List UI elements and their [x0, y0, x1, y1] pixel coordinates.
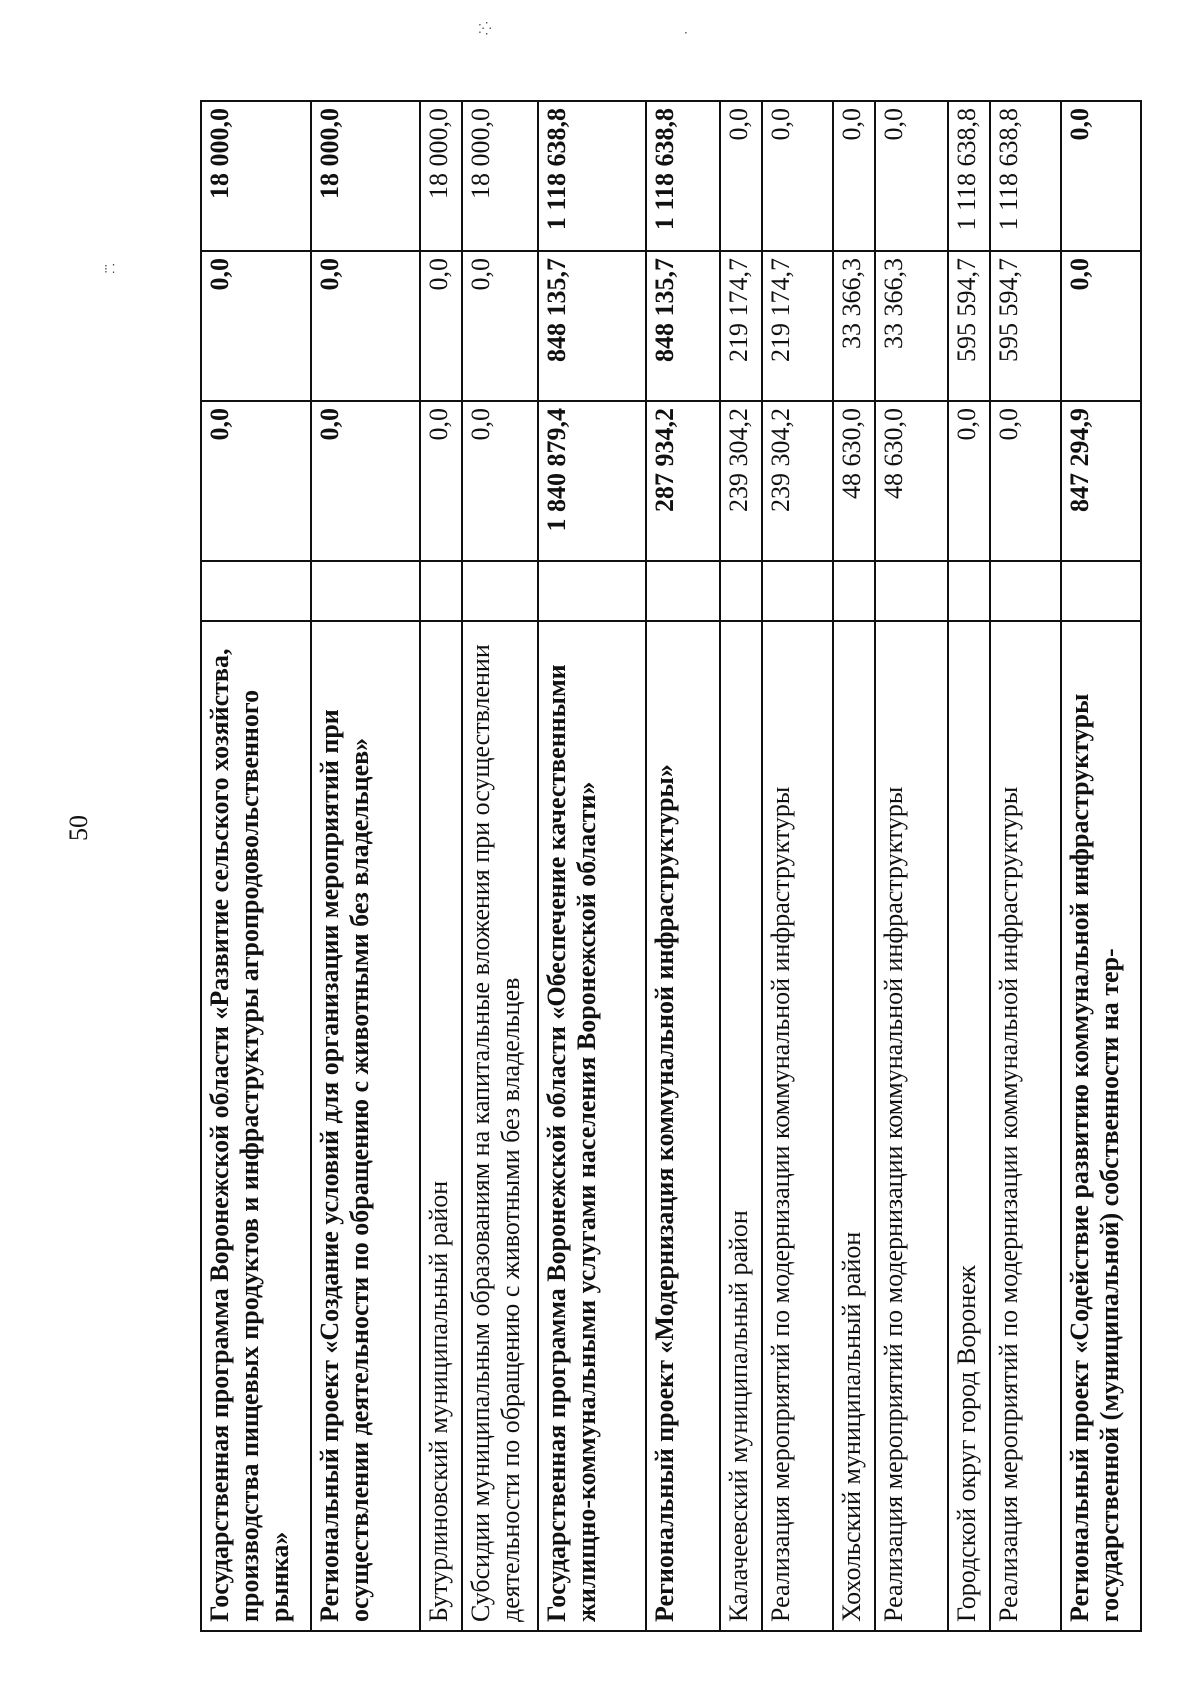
row-name: Городской округ город Воронеж	[948, 621, 990, 1631]
row-name: Реализация мероприятий по модернизации коммунальной инфраструктуры	[875, 621, 948, 1631]
table-row	[720, 101, 762, 1631]
empty-cell	[948, 561, 990, 621]
value-cell: 18 000,0	[420, 101, 462, 251]
value-cell: 219 174,7	[720, 251, 762, 401]
value-cell: 0,0	[420, 251, 462, 401]
value-cell: 287 934,2	[646, 401, 720, 561]
value-cell: 848 135,7	[646, 251, 720, 401]
value-cell: 0,0	[948, 401, 990, 561]
empty-cell	[875, 561, 948, 621]
empty-cell	[833, 561, 875, 621]
value-cell: 0,0	[311, 251, 420, 401]
empty-cell	[990, 561, 1062, 621]
value-cell: 1 118 638,8	[646, 101, 720, 251]
table-row	[311, 101, 420, 1631]
value-cell: 0,0	[990, 401, 1062, 561]
value-cell: 33 366,3	[833, 251, 875, 401]
empty-cell	[762, 561, 834, 621]
value-cell: 595 594,7	[948, 251, 990, 401]
value-cell: 48 630,0	[833, 401, 875, 561]
rotated-table-wrapper	[200, 102, 1142, 1632]
value-cell: 0,0	[875, 101, 948, 251]
value-cell: 0,0	[311, 401, 420, 561]
value-cell: 0,0	[720, 101, 762, 251]
row-name: Государственная программа Воронежской области «Обеспечение качественными жилищно-коммунальными услугами населения Воронежской области»	[538, 621, 646, 1631]
empty-cell	[1061, 561, 1141, 621]
value-cell: 0,0	[462, 251, 538, 401]
value-cell: 1 840 879,4	[538, 401, 646, 561]
row-name: Государственная программа Воронежской области «Развитие сельского хозяйства, производства пищевых продуктов и инфраструктуры агропродовольственного рынка»	[201, 621, 311, 1631]
row-name: Региональный проект «Создание условий для организации мероприятий при осуществлении деятельности по обращению с животными без владельцев»	[311, 621, 420, 1631]
value-cell: 847 294,9	[1061, 401, 1141, 561]
table-row	[762, 101, 834, 1631]
value-cell: 48 630,0	[875, 401, 948, 561]
table-row	[420, 101, 462, 1631]
value-cell: 0,0	[833, 101, 875, 251]
budget-table	[200, 100, 1142, 1632]
scan-speck: ·	[684, 26, 688, 40]
value-cell: 0,0	[420, 401, 462, 561]
table-row	[833, 101, 875, 1631]
value-cell: 0,0	[1061, 101, 1141, 251]
value-cell: 1 118 638,8	[948, 101, 990, 251]
value-cell: 848 135,7	[538, 251, 646, 401]
value-cell: 595 594,7	[990, 251, 1062, 401]
row-name: Хохольский муниципальный район	[833, 621, 875, 1631]
value-cell: 0,0	[201, 401, 311, 561]
empty-cell	[201, 561, 311, 621]
value-cell: 1 118 638,8	[990, 101, 1062, 251]
value-cell: 0,0	[762, 101, 834, 251]
table-row	[990, 101, 1062, 1631]
empty-cell	[646, 561, 720, 621]
value-cell: 33 366,3	[875, 251, 948, 401]
empty-cell	[420, 561, 462, 621]
table-row	[462, 101, 538, 1631]
empty-cell	[311, 561, 420, 621]
row-name: Региональный проект «Модернизация коммунальной инфраструктуры»	[646, 621, 720, 1631]
table-row	[646, 101, 720, 1631]
value-cell: 0,0	[1061, 251, 1141, 401]
table-row	[948, 101, 990, 1631]
row-name: Реализация мероприятий по модернизации коммунальной инфраструктуры	[990, 621, 1062, 1631]
scan-speck: ⁚⁛	[478, 22, 492, 36]
row-name: Бутурлиновский муниципальный район	[420, 621, 462, 1631]
value-cell: 18 000,0	[311, 101, 420, 251]
value-cell: 18 000,0	[462, 101, 538, 251]
scan-speck: ⁝ ⁚	[104, 262, 116, 276]
row-name: Региональный проект «Содействие развитию коммунальной инфраструктуры государственной (муниципальной) собственности на тер-	[1061, 621, 1141, 1631]
value-cell: 219 174,7	[762, 251, 834, 401]
value-cell: 0,0	[462, 401, 538, 561]
table-row	[1061, 101, 1141, 1631]
value-cell: 18 000,0	[201, 101, 311, 251]
empty-cell	[720, 561, 762, 621]
row-name: Реализация мероприятий по модернизации коммунальной инфраструктуры	[762, 621, 834, 1631]
value-cell: 239 304,2	[720, 401, 762, 561]
value-cell: 239 304,2	[762, 401, 834, 561]
empty-cell	[538, 561, 646, 621]
empty-cell	[462, 561, 538, 621]
value-cell: 0,0	[201, 251, 311, 401]
page-number: 50	[64, 815, 93, 841]
table-row	[875, 101, 948, 1631]
table-row	[201, 101, 311, 1631]
row-name: Калачеевский муниципальный район	[720, 621, 762, 1631]
value-cell: 1 118 638,8	[538, 101, 646, 251]
table-row	[538, 101, 646, 1631]
row-name: Субсидии муниципальным образованиям на капитальные вложения при осуществлении деятельности по обращению с животными без владельцев	[462, 621, 538, 1631]
